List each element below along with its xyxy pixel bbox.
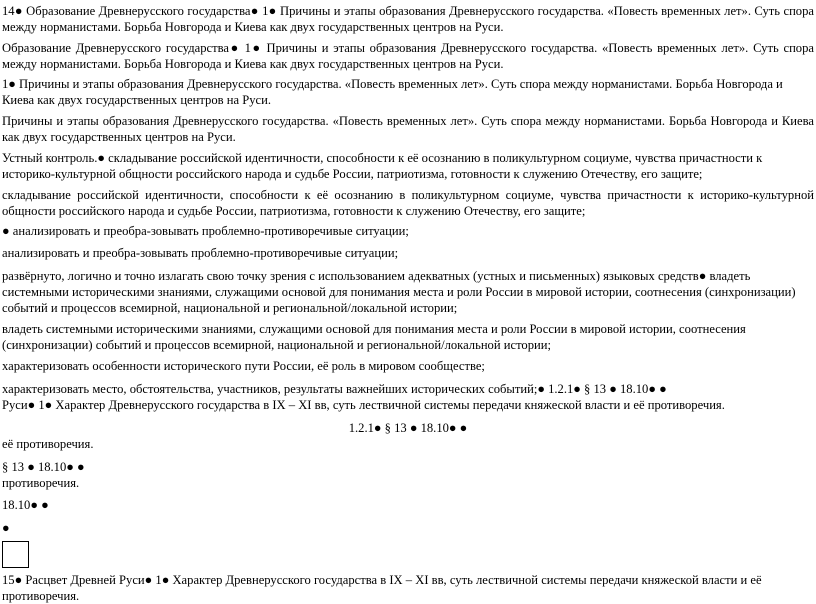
paragraph-analyze-bullet: ● анализировать и преобра-зовывать проблемно-противоречивые ситуации; (2, 224, 409, 238)
paragraph-lesson-15: 15● Расцвет Древней Руси● 1● Характер Древнерусского государства в IX – XI вв, суть лествичной системы передачи княжеской власти и её противоречия. (2, 573, 762, 603)
paragraph-oral-control: Устный контроль.● складывание российской идентичности, способности к её осознанию в поликультурном социуме, чувства причастности к историко-культурной общности российского народа и судьбе России, патриотизма, готовности к служению Отечеству, его защите; (2, 151, 763, 181)
paragraph-bullet: ● (2, 521, 10, 535)
paragraph-contradictions: её противоречия. (2, 437, 94, 451)
paragraph-causes-stages-repeat: Причины и этапы образования Древнерусского государства. «Повесть временных лет». Суть спора между норманистами. Борьба Новгорода и Киева как двух государственных центров на Руси. (2, 114, 814, 144)
paragraph-contradictions-short: противоречия. (2, 476, 80, 490)
paragraph-topic-formation: Образование Древнерусского государства● 1● Причины и этапы образования Древнерусского государства. «Повесть временных лет». Суть спора между норманистами. Борьба Новгорода и Киева как двух государственных центров на Руси. (2, 41, 814, 71)
paragraph-date-ref: 18.10● ● (2, 498, 49, 512)
paragraph-section-13: § 13 ● 18.10● ● (2, 460, 85, 474)
paragraph-lesson-14: 14● Образование Древнерусского государства● 1● Причины и этапы образования Древнерусского государства. «Повесть временных лет». Суть спора между норманистами. Борьба Новгорода и Киева как двух государственных центров на Руси. (2, 4, 814, 34)
paragraph-causes-stages: 1● Причины и этапы образования Древнерусского государства. «Повесть временных лет». Суть спора между норманистами. Борьба Новгорода и Киева как двух государственных центров на Руси. (2, 77, 783, 107)
paragraph-events-line: характеризовать место, обстоятельства, участников, результаты важнейших исторических событий;● 1.2.1● § 13 ● 18.10● ● (2, 382, 667, 396)
paragraph-rus-character: Руси● 1● Характер Древнерусского государства в IX – XI вв, суть лествичной системы передачи княжеской власти и её противоречия. (2, 398, 725, 412)
paragraph-system-knowledge: владеть системными историческими знаниями, служащими основой для понимания места и роли России в мировой истории, соотнесения (синхронизации) событий и процессов всемирной, национальной и региональной/локальной истории; (2, 322, 746, 352)
empty-cell (2, 541, 29, 568)
paragraph-identity: складывание российской идентичности, способности к её осознанию в поликультурном социуме, чувства причастности к историко-культурной общности российского народа и судьбе России, патриотизма, готовности к служению Отечеству, его защите; (2, 188, 814, 218)
paragraph-express-view: развёрнуто, логично и точно излагать свою точку зрения с использованием адекватных (устных и письменных) языковых средств● владеть системными историческими знаниями, служащими основой для понимания места и роли России в мировой истории, соотнесения (синхронизации) событий и процессов всемирной, национальной и региональной/локальной истории; (2, 269, 796, 315)
paragraph-historical-path: характеризовать особенности исторического пути России, её роль в мировом сообществе; (2, 359, 485, 373)
paragraph-analyze: анализировать и преобра-зовывать проблемно-противоречивые ситуации; (2, 246, 399, 260)
paragraph-section-ref: 1.2.1● § 13 ● 18.10● ● (348, 421, 468, 435)
